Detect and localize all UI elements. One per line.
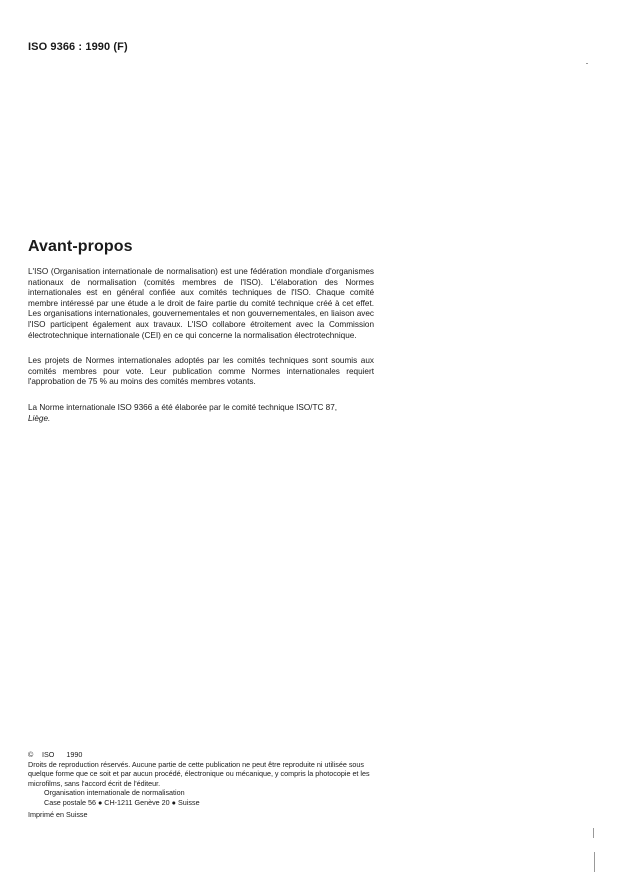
copyright-year: 1990 xyxy=(66,750,83,759)
organization-address: Case postale 56 ● CH-1211 Genève 20 ● Suisse xyxy=(44,797,200,807)
scan-mark xyxy=(594,852,595,872)
foreword-paragraph-2: Les projets de Normes internationales adoptés par les comités techniques sont soumis aux comités membres pour vote. Leur publication comme Normes internationales requiert l'approbation de 75 % au moins des comités membres votants. xyxy=(28,356,374,387)
foreword-paragraph-3 xyxy=(28,403,374,424)
printed-in: Imprimé en Suisse xyxy=(28,809,88,819)
scan-mark xyxy=(593,828,594,838)
scan-mark xyxy=(586,63,588,64)
copyright-owner: ISO xyxy=(42,750,55,759)
foreword-paragraph-3-text: La Norme internationale ISO 9366 a été élaborée par le comité technique ISO/TC 87, xyxy=(28,402,338,412)
foreword-heading: Avant-propos xyxy=(28,238,133,255)
foreword-paragraph-1: L'ISO (Organisation internationale de normalisation) est une fédération mondiale d'organismes nationaux de normalisation (comités membres de l'ISO). L'élaboration des Normes internationales est en général confiée aux comités techniques de l'ISO. Chaque comité membre intéressé par une étude a le droit de faire partie du comité technique créé à cet effet. Les organisations internationales, gouvernementales et non gouvernementales, en liaison avec l'ISO participent également aux travaux. L'ISO collabore étroitement avec la Commission électrotechnique internationale (CEI) en ce qui concerne la normalisation électrotechnique. xyxy=(28,267,374,340)
copyright-symbol: © xyxy=(28,750,34,759)
document-id: ISO 9366 : 1990 (F) xyxy=(28,41,128,53)
foreword-paragraph-3-italic: Liège. xyxy=(28,413,51,423)
organization-name: Organisation internationale de normalisation xyxy=(44,788,185,798)
rights-statement: Droits de reproduction réservés. Aucune partie de cette publication ne peut être reproduite ni utilisée sous quelque forme que ce soit et par aucun procédé, électronique ou mécanique, y compris la photocopie et les microfilms, sans l'accord écrit de l'éditeur. xyxy=(28,759,370,788)
copyright-block xyxy=(28,750,374,819)
foreword-section xyxy=(28,238,374,439)
copyright-line xyxy=(28,750,374,760)
